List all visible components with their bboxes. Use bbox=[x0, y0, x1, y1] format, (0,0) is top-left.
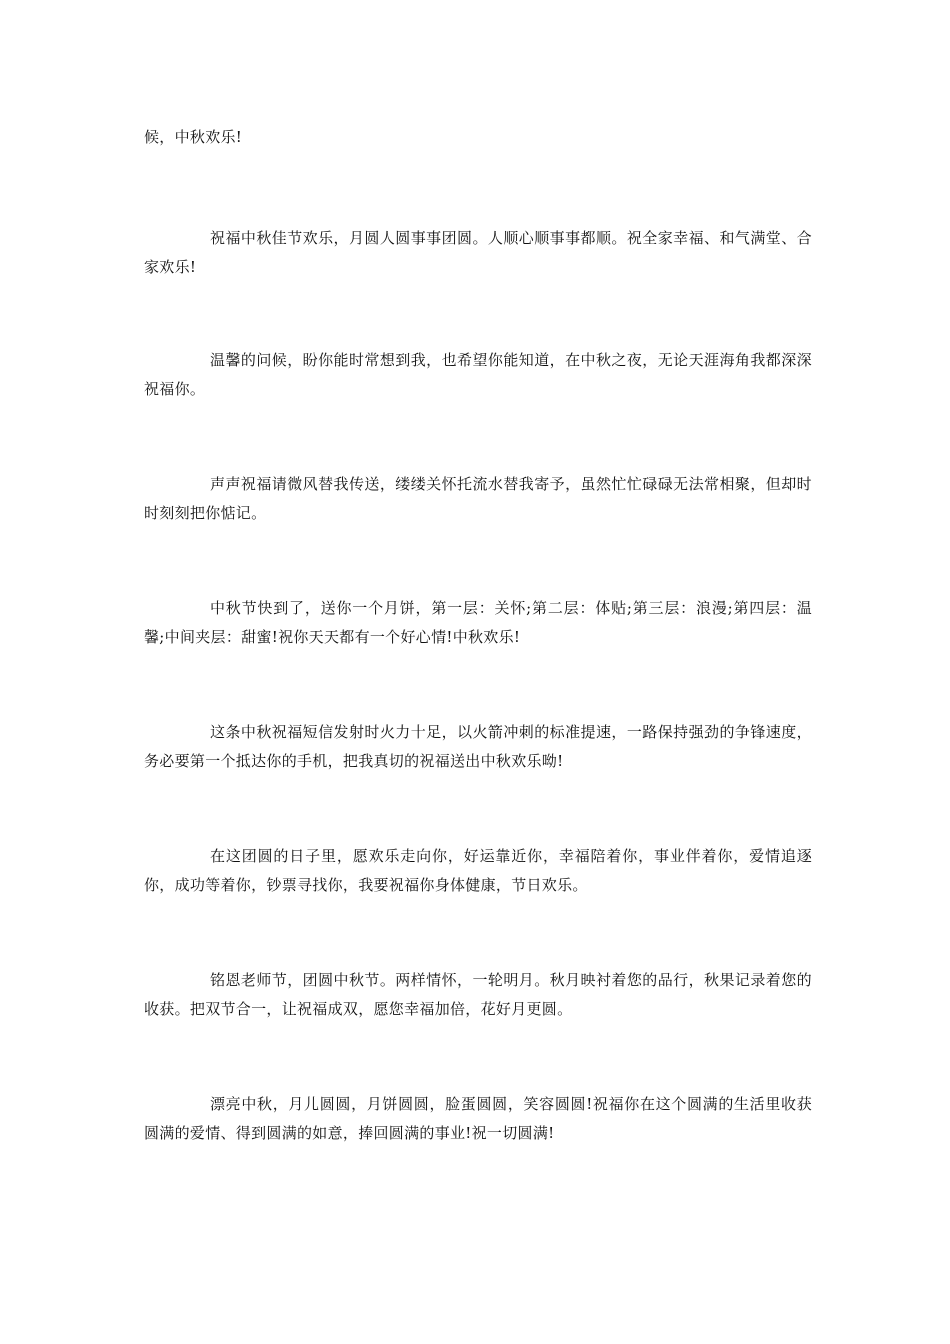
paragraph-blessing-1: 祝福中秋佳节欢乐，月圆人圆事事团圆。人顺心顺事事都顺。祝全家幸福、和气满堂、合家欢乐! bbox=[144, 229, 812, 276]
paragraph-blessing-4: 中秋节快到了，送你一个月饼，第一层：关怀;第二层：体贴;第三层：浪漫;第四层：温馨;中间夹层：甜蜜!祝你天天都有一个好心情!中秋欢乐! bbox=[144, 599, 812, 646]
paragraph-blessing-5: 这条中秋祝福短信发射时火力十足，以火箭冲刺的标准提速，一路保持强劲的争锋速度，务必要第一个抵达你的手机，把我真切的祝福送出中秋欢乐呦! bbox=[144, 723, 812, 770]
paragraph-blessing-3: 声声祝福请微风替我传送，缕缕关怀托流水替我寄予，虽然忙忙碌碌无法常相聚，但却时时刻刻把你惦记。 bbox=[144, 475, 812, 522]
paragraph-blessing-7: 铭恩老师节，团圆中秋节。两样情怀，一轮明月。秋月映衬着您的品行，秋果记录着您的收获。把双节合一，让祝福成双，愿您幸福加倍，花好月更圆。 bbox=[144, 971, 812, 1018]
paragraph-continuation: 候，中秋欢乐! bbox=[144, 128, 243, 146]
paragraph-blessing-8: 漂亮中秋，月儿圆圆，月饼圆圆，脸蛋圆圆，笑容圆圆!祝福你在这个圆满的生活里收获圆满的爱情、得到圆满的如意，捧回圆满的事业!祝一切圆满! bbox=[144, 1095, 812, 1142]
paragraph-blessing-6: 在这团圆的日子里，愿欢乐走向你，好运靠近你，幸福陪着你，事业伴着你，爱情追逐你，成功等着你，钞票寻找你，我要祝福你身体健康，节日欢乐。 bbox=[144, 847, 812, 894]
paragraph-blessing-2: 温馨的问候，盼你能时常想到我，也希望你能知道，在中秋之夜，无论天涯海角我都深深祝福你。 bbox=[144, 351, 812, 398]
